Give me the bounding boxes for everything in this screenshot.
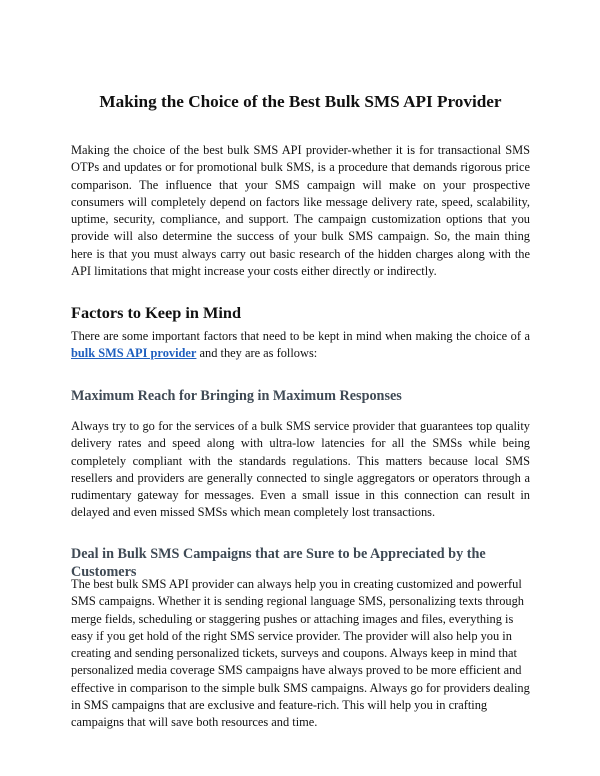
- factors-intro-text-before: There are some important factors that need to be kept in mind when making the choice of a: [71, 329, 530, 343]
- section-heading-maximum-reach: Maximum Reach for Bringing in Maximum Responses: [71, 388, 402, 404]
- document-title: Making the Choice of the Best Bulk SMS API Provider: [99, 92, 502, 111]
- bulk-sms-api-provider-link[interactable]: bulk SMS API provider: [71, 346, 197, 361]
- factors-intro-paragraph: [71, 328, 530, 363]
- section-heading-bulk-sms-campaigns: Deal in Bulk SMS Campaigns that are Sure to be Appreciated by the Customers: [71, 546, 486, 580]
- section-body-bulk-sms-campaigns: The best bulk SMS API provider can always help you in creating customized and powerful SMS campaigns. Whether it is sending regional language SMS, personalizing texts through merge fields, scheduling or staggering pushes or attaching images and files, everything is easy if you get hold of the right SMS service provider. The provider will also help you in creating and sending personalized tickets, surveys and coupons. Always keep in mind that personalized media coverage SMS campaigns have always proved to be more efficient and effective in comparison to the simple bulk SMS campaigns. Always go for providers dealing in SMS campaigns that are exclusive and feature-rich. This will help you in crafting campaigns that will save both resources and time.: [71, 577, 530, 730]
- factors-intro-text-after: and they are as follows:: [196, 346, 318, 361]
- factors-heading: Factors to Keep in Mind: [71, 303, 242, 322]
- section-body-maximum-reach: Always try to go for the services of a bulk SMS service provider that guarantees top quality delivery rates and speed along with ultra-low latencies for all the SMSs while being completely compliant with the standards regulations. This matters because local SMS resellers and providers are generally connected to single aggregators or operators through a rudimentary gateway for messages. Even a small issue in this connection can result in delayed and even missed SMSs which mean completely lost transactions.: [71, 419, 530, 520]
- intro-paragraph: Making the choice of the best bulk SMS API provider-whether it is for transactional SMS OTPs and updates or for promotional bulk SMS, is a procedure that demands rigorous price comparison. The influence that your SMS campaign will make on your prospective consumers will completely depend on factors like message delivery rate, speed, scalability, uptime, security, compliance, and support. The campaign customization options that you provide will also determine the success of your bulk SMS campaign. So, the main thing here is that you must always carry out basic research of the hidden charges along with the API limitations that might increase your costs either directly or indirectly.: [71, 143, 530, 279]
